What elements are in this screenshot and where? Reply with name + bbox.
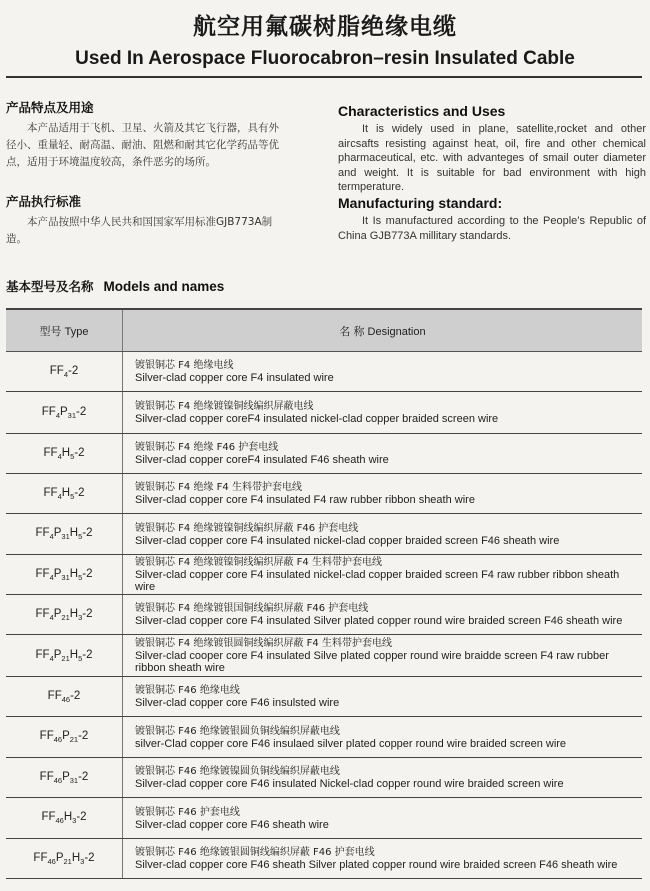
model-code-base: FF — [41, 405, 56, 418]
model-code-part: P — [53, 567, 62, 580]
model-code-part: -2 — [68, 364, 79, 377]
model-code-part: -2 — [84, 851, 95, 864]
model-code — [6, 352, 123, 392]
model-code-subscript: 46 — [53, 775, 63, 785]
model-code-base: FF — [33, 851, 48, 864]
model-designation — [123, 635, 643, 677]
model-code-base: FF — [35, 607, 50, 620]
designation-cn: 镀银铜芯 F46 护套电线 — [135, 806, 240, 818]
model-code-subscript: 5 — [78, 572, 83, 582]
designation-cn: 镀银铜芯 F46 绝缘镀银圆负铜线编织屏蔽电线 — [135, 725, 340, 737]
model-code — [6, 677, 123, 717]
table-row — [6, 555, 642, 595]
designation-cn: 镀银铜芯 F4 绝缘镀镍铜线编织屏蔽 F46 护套电线 — [135, 522, 359, 534]
title-divider — [6, 76, 642, 78]
page-title-cn: 航空用氟碳树脂绝缘电缆 — [193, 14, 457, 40]
designation-cn: 镀银铜芯 F4 绝缘镀银国铜线编织屏蔽 F46 护套电线 — [135, 603, 369, 614]
model-code — [6, 392, 123, 434]
model-code-part: H — [71, 851, 81, 864]
designation-en: silver-Clad copper core F46 insulaed silver plated copper round wire braided screen wire — [135, 737, 567, 750]
model-code — [6, 514, 123, 555]
model-code-subscript: 4 — [55, 410, 60, 420]
table-row — [6, 677, 642, 717]
model-code-subscript: 4 — [63, 369, 68, 379]
model-code-subscript: 5 — [70, 451, 75, 461]
features-heading-cn: 产品特点及用途 — [6, 100, 94, 115]
model-code-part: -2 — [78, 770, 89, 783]
model-code — [6, 434, 123, 474]
model-designation — [123, 798, 643, 839]
model-code-part: H — [69, 567, 79, 580]
standard-text-en: It Is manufactured according to the People’s Republic of China GJB773A millitary standards. — [338, 215, 646, 242]
designation-en: Silver-clad cooper core F4 insulated Silve plated copper round wire braidde screen F4 raw rubber ribbon sheath wire — [135, 650, 609, 674]
model-code-base: FF — [43, 486, 58, 499]
features-text-en: It is widely used in plane, satellite,rocket and other aircsafts resisting against heat, oil, fire and other chemical pharmaceutical, etc. with advanteges of smail outer diameter and weight. It is suitable for bad environment with high termperature. — [338, 123, 646, 193]
designation-en: Silver-clad copper coreF4 insulated nickel-clad copper braided screen wire — [135, 413, 499, 425]
model-code — [6, 555, 123, 595]
model-code-part: -2 — [82, 648, 93, 661]
designation-en: Silver-clad copper core F4 insulated wire — [135, 372, 334, 384]
models-heading-cn: 基本型号及名称 — [6, 279, 94, 294]
table-row — [6, 434, 642, 474]
designation-cn: 镀银铜芯 F4 绝缘电线 — [135, 360, 234, 371]
designation-en: Silver-clad copper core F46 insulsted wire — [135, 697, 340, 709]
model-code-subscript: 21 — [69, 735, 79, 744]
designation-cn: 镀银铜芯 F4 绝缘镀镍铜线编织屏蔽 F4 生料带护套电线 — [135, 557, 382, 568]
model-code-subscript: 46 — [55, 816, 64, 825]
model-code-part: -2 — [74, 486, 85, 499]
model-code-part: -2 — [70, 689, 81, 702]
model-code-subscript: 46 — [47, 856, 56, 866]
table-row — [6, 798, 642, 839]
model-designation — [123, 595, 643, 635]
model-code-base: FF — [43, 446, 58, 459]
model-code-base: FF — [35, 527, 50, 539]
features-text-cn-line-3: 点，适用于环境温度较高，条件恶劣的场所。 — [6, 156, 216, 168]
designation-en: Silver-clad copper core F4 insulated nickel-clad copper braided screen F4 raw rubber ribbon sheath wire — [135, 569, 620, 593]
model-code-part: -2 — [82, 567, 93, 580]
table-row — [6, 839, 642, 879]
features-heading-en: Characteristics and Uses — [338, 103, 506, 119]
model-code — [6, 758, 123, 798]
model-code-part: -2 — [76, 811, 87, 823]
model-designation — [123, 677, 643, 717]
model-code-subscript: 4 — [49, 572, 54, 582]
model-code-subscript: 31 — [61, 532, 70, 541]
model-code-part: H — [69, 527, 79, 539]
designation-cn: 镀银铜芯 F4 绝缘镀银圆铜线编织屏蔽 F4 生料带护套电线 — [135, 638, 392, 649]
table-row — [6, 474, 642, 514]
model-designation — [123, 514, 643, 555]
table-row — [6, 514, 642, 555]
model-code-part: H — [69, 648, 79, 661]
designation-cn: 镀银铜芯 F46 绝缘电线 — [135, 685, 240, 696]
designation-cn: 镀银铜芯 F46 绝缘镀镍圆负铜线编织屏蔽电线 — [135, 766, 340, 777]
model-code — [6, 717, 123, 758]
model-code-subscript: 21 — [61, 653, 70, 663]
model-code-base: FF — [35, 648, 50, 661]
table-row — [6, 392, 642, 434]
model-code — [6, 635, 123, 677]
model-code-part: -2 — [78, 730, 89, 742]
page-title-en: Used In Aerospace Fluorocabron–resin Insulated Cable — [75, 48, 575, 69]
model-code-subscript: 4 — [57, 451, 62, 461]
model-code-subscript: 4 — [57, 491, 62, 501]
model-code-part: -2 — [82, 527, 93, 539]
table-row — [6, 352, 642, 392]
model-code — [6, 798, 123, 839]
standard-heading-en: Manufacturing standard: — [338, 195, 503, 211]
model-code-base: FF — [41, 811, 56, 823]
models-heading-en: Models and names — [103, 279, 225, 294]
table-header-row — [6, 309, 642, 352]
table-row — [6, 758, 642, 798]
model-code-part: -2 — [74, 446, 85, 459]
designation-cn: 镀银铜芯 F4 绝缘 F4 生料带护套电线 — [135, 482, 302, 493]
model-code-base: FF — [39, 770, 54, 783]
model-code-subscript: 5 — [70, 491, 75, 501]
model-code-base: FF — [47, 689, 62, 702]
model-code-subscript: 21 — [63, 856, 72, 866]
model-designation — [123, 555, 643, 595]
model-code-subscript: 46 — [53, 735, 63, 744]
model-code-part: P — [62, 770, 70, 783]
model-code-part: H — [61, 486, 71, 499]
model-code-subscript: 4 — [49, 532, 54, 541]
standard-text-cn-line-1: 本产品按照中华人民共和国国家军用标准GJB773A制 — [27, 216, 273, 228]
features-text-cn-line-1: 本产品适用于飞机、卫星、火箭及其它飞行器，具有外 — [27, 122, 279, 134]
model-code-base: FF — [35, 567, 50, 580]
model-code-subscript: 4 — [49, 612, 54, 622]
model-code-part: H — [69, 607, 79, 620]
designation-en: Silver-clad copper core F4 insulated F4 raw rubber ribbon sheath wire — [135, 494, 475, 506]
model-code-subscript: 21 — [61, 612, 70, 622]
model-code-part: H — [61, 446, 71, 459]
column-header-type: 型号 Type — [6, 309, 123, 352]
model-code — [6, 474, 123, 514]
model-code-subscript: 46 — [61, 694, 71, 704]
designation-cn: 镀银铜芯 F4 绝缘 F46 护套电线 — [135, 442, 279, 453]
designation-en: Silver-clad copper core F46 sheath Silver plated copper round wire braided screen F46 sheath wire — [135, 859, 618, 871]
designation-en: Silver-clad copper core F46 insulated Nickel-clad copper round wire braided screen wire — [135, 778, 564, 790]
model-code-base: FF — [39, 730, 54, 742]
designation-en: Silver-clad copper core F4 insulated nickel-clad copper braided screen F46 sheath wire — [135, 534, 560, 547]
models-table-body — [6, 352, 642, 879]
model-designation — [123, 839, 643, 879]
model-code-base: FF — [49, 364, 64, 377]
model-code-part: -2 — [76, 405, 87, 418]
model-code — [6, 839, 123, 879]
table-row — [6, 635, 642, 677]
model-designation — [123, 474, 643, 514]
table-row — [6, 595, 642, 635]
model-code-subscript: 3 — [78, 612, 83, 622]
models-table — [6, 308, 642, 879]
model-code-part: P — [59, 405, 68, 418]
model-code-subscript: 31 — [61, 572, 70, 582]
model-code-part: P — [53, 527, 62, 539]
model-code-part: P — [62, 730, 70, 742]
model-code-part: P — [53, 648, 62, 661]
standard-text-cn — [6, 214, 336, 248]
standard-heading-cn: 产品执行标准 — [6, 194, 82, 209]
model-designation — [123, 352, 643, 392]
model-code-part: P — [55, 851, 64, 864]
features-text-cn — [6, 120, 316, 171]
model-code-subscript: 5 — [78, 653, 83, 663]
table-row — [6, 717, 642, 758]
model-designation — [123, 434, 643, 474]
designation-cn: 镀银铜芯 F46 绝缘镀银圆铜线编织屏蔽 F46 护套电线 — [135, 847, 375, 858]
model-code-subscript: 4 — [49, 653, 54, 663]
model-code-subscript: 5 — [78, 532, 83, 541]
models-heading — [6, 277, 224, 295]
model-code-part: H — [63, 811, 73, 823]
model-designation — [123, 392, 643, 434]
designation-cn: 镀银铜芯 F4 绝缘镀镍铜线编织屏蔽电线 — [135, 401, 314, 412]
designation-en: Silver-clad copper coreF4 insulated F46 sheath wire — [135, 454, 389, 466]
designation-en: Silver-clad copper core F46 sheath wire — [135, 818, 329, 831]
standard-text-cn-line-2: 造。 — [6, 233, 27, 245]
column-header-designation: 名 称 Designation — [123, 309, 643, 352]
model-designation — [123, 758, 643, 798]
designation-en: Silver-clad copper core F4 insulated Silver plated copper round wire braided screen F46 sheath wire — [135, 615, 623, 627]
model-code-part: -2 — [82, 607, 93, 620]
features-text-cn-line-2: 径小、重量轻、耐高温、耐油、阻燃和耐其它化学药品等优 — [6, 139, 279, 151]
model-code-subscript: 31 — [69, 775, 79, 785]
model-code-part: P — [53, 607, 62, 620]
model-code-subscript: 3 — [80, 856, 85, 866]
model-code-subscript: 3 — [72, 816, 77, 825]
model-code-subscript: 31 — [67, 410, 76, 420]
model-designation — [123, 717, 643, 758]
model-code — [6, 595, 123, 635]
